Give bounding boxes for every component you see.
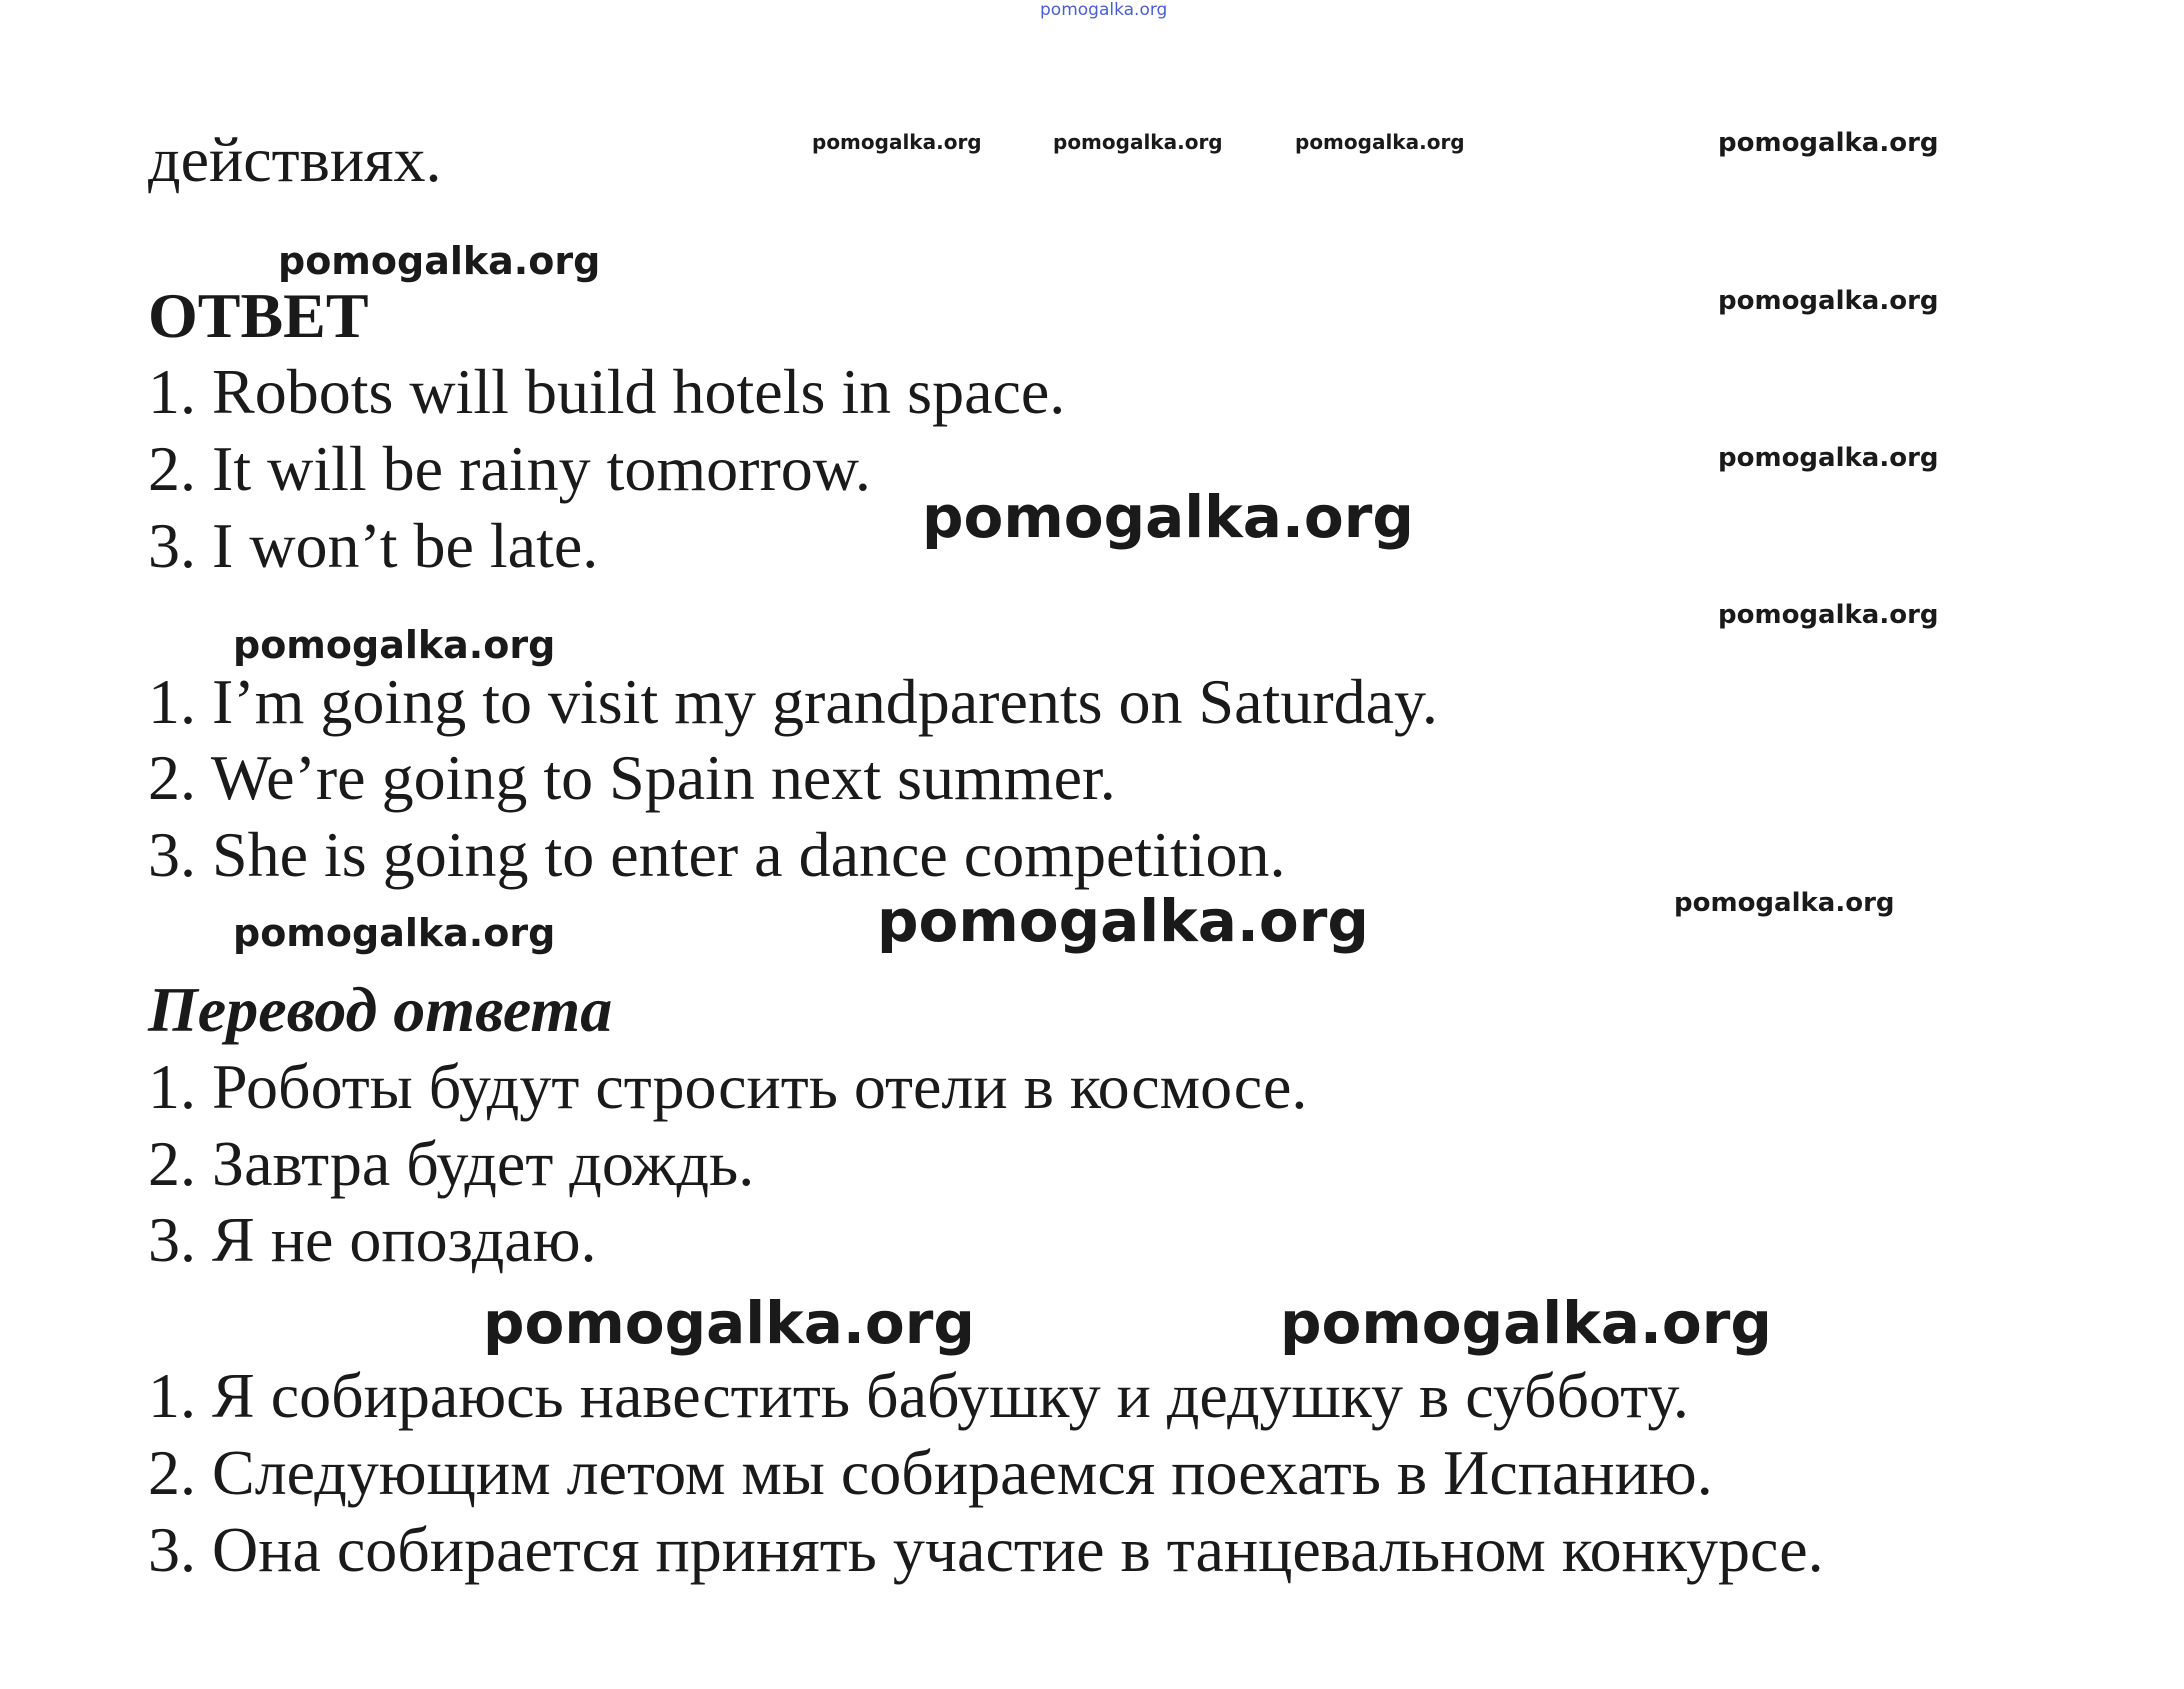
watermark: pomogalka.org — [1053, 130, 1223, 154]
watermark: pomogalka.org — [233, 911, 556, 955]
answer-will-line-2: 2. It will be rainy tomorrow. — [148, 433, 871, 504]
answer-heading: ОТВЕТ — [148, 280, 369, 351]
translation-will-line-2: 2. Завтра будет дождь. — [148, 1128, 755, 1199]
watermark: pomogalka.org — [1718, 600, 1939, 630]
answer-will-line-3: 3. I won’t be late. — [148, 510, 599, 581]
watermark: pomogalka.org — [1295, 130, 1465, 154]
translation-will-line-1: 1. Роботы будут стросить отели в космосе. — [148, 1051, 1308, 1122]
translation-going-to-line-2: 2. Следующим летом мы собираемся поехать в Испанию. — [148, 1437, 1713, 1508]
watermark: pomogalka.org — [278, 239, 601, 283]
answer-will-line-1: 1. Robots will build hotels in space. — [148, 356, 1066, 427]
fragment-text: действиях. — [148, 124, 442, 195]
answer-going-to-line-2: 2. We’re going to Spain next summer. — [148, 742, 1116, 813]
watermark: pomogalka.org — [877, 887, 1369, 955]
watermark: pomogalka.org — [1674, 888, 1895, 918]
translation-going-to-line-1: 1. Я собираюсь навестить бабушку и дедушку в субботу. — [148, 1360, 1689, 1431]
top-watermark: pomogalka.org — [1040, 0, 1168, 20]
translation-going-to-line-3: 3. Она собирается принять участие в танцевальном конкурсе. — [148, 1514, 1824, 1585]
watermark: pomogalka.org — [1280, 1289, 1772, 1357]
watermark: pomogalka.org — [1718, 443, 1939, 473]
watermark: pomogalka.org — [812, 130, 982, 154]
translation-will-line-3: 3. Я не опоздаю. — [148, 1204, 597, 1275]
translation-heading: Перевод ответа — [148, 974, 613, 1045]
answer-going-to-line-1: 1. I’m going to visit my grandparents on Saturday. — [148, 666, 1438, 737]
watermark: pomogalka.org — [233, 623, 556, 667]
watermark: pomogalka.org — [483, 1289, 975, 1357]
watermark: pomogalka.org — [922, 483, 1414, 551]
watermark: pomogalka.org — [1718, 286, 1939, 316]
watermark: pomogalka.org — [1718, 128, 1939, 158]
answer-going-to-line-3: 3. She is going to enter a dance competition. — [148, 819, 1286, 890]
